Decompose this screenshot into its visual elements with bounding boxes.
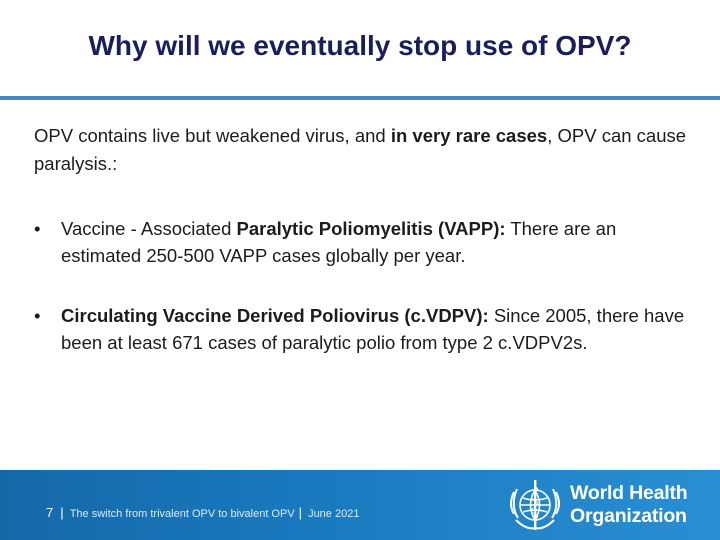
- intro-paragraph: [34, 122, 694, 178]
- intro-text-b: , OPV can cause paralysis.:: [34, 125, 687, 174]
- org-line-1: World Health: [570, 482, 688, 504]
- bullet-cvdpv-text: Since 2005, there have been at least 671 cases of paralytic polio from type 2 c.VDPV2s.: [61, 305, 685, 353]
- bullet-marker: •: [34, 218, 41, 239]
- presentation-title: The switch from trivalent OPV to bivalent OPV: [69, 508, 295, 520]
- bullet-cvdpv-term: Circulating Vaccine Derived Poliovirus (c.VDPV):: [61, 305, 489, 326]
- page-number: 7: [46, 505, 54, 520]
- intro-text-a: OPV contains live but weakened virus, and: [34, 125, 391, 146]
- org-line-2: Organization: [570, 505, 687, 527]
- bullet-vapp-text: There are an estimated 250-500 VAPP cases globally per year.: [61, 218, 617, 266]
- bullet-vapp-pre: Vaccine - Associated: [61, 218, 237, 239]
- bullet-cvdpv: [34, 302, 694, 356]
- who-organization-name: [570, 482, 688, 528]
- bullet-vapp: [34, 215, 694, 269]
- bullet-vapp-term: Paralytic Poliomyelitis (VAPP):: [236, 218, 506, 239]
- title-divider: [0, 96, 720, 100]
- who-emblem-icon: [504, 474, 566, 536]
- slide-title: Why will we eventually stop use of OPV?: [88, 30, 632, 61]
- footer-separator: |: [60, 505, 64, 520]
- footer-caption: [46, 505, 359, 520]
- bullet-marker: •: [34, 305, 41, 326]
- footer-separator-2: |: [298, 505, 303, 520]
- footer-date: June 2021: [308, 508, 360, 520]
- intro-emphasis: in very rare cases: [390, 125, 548, 146]
